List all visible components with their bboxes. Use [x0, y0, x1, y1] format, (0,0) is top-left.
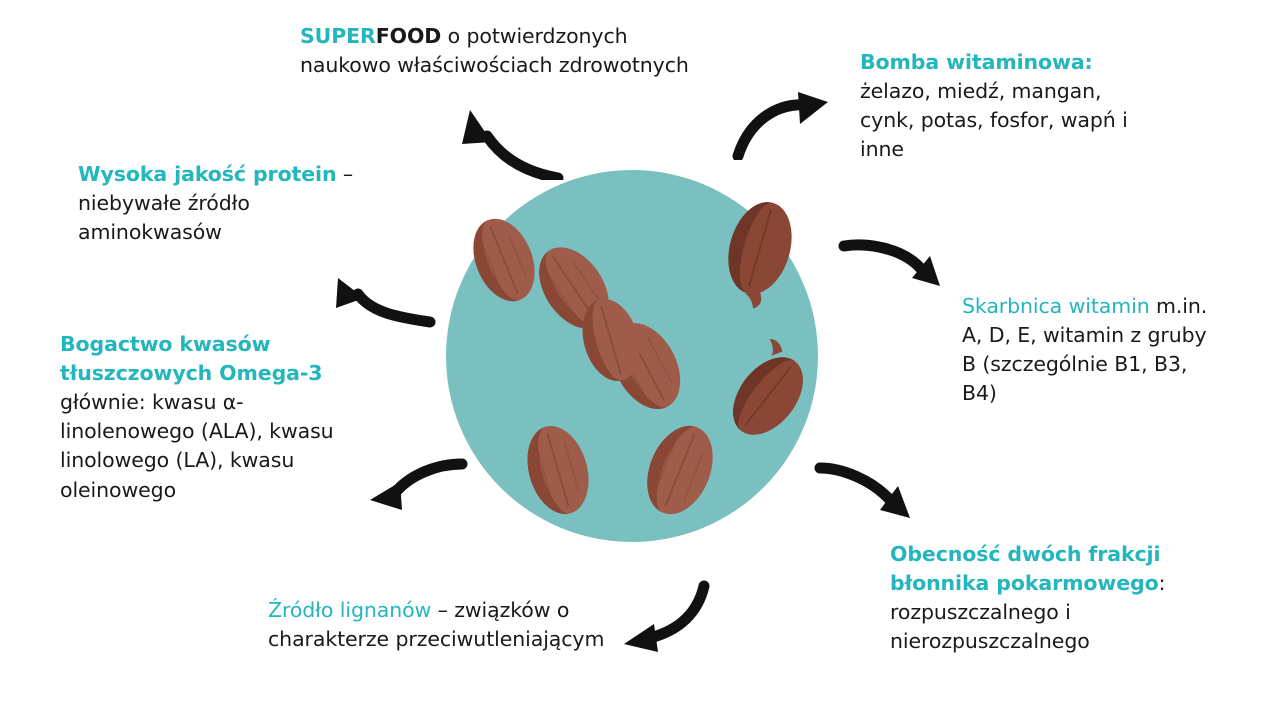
callout-superfood-highlight: SUPER [300, 24, 376, 48]
callout-lignans-text: – związków o charakterze przeciwutleniającym [268, 598, 605, 652]
seed-icon-6 [714, 337, 818, 448]
arrow-down-left-icon [352, 452, 472, 516]
callout-fiber [890, 540, 1220, 656]
callout-omega-text: głównie: kwasu α-linolenowego (ALA), kwasu linolowego (LA), kwasu oleinowego [60, 390, 334, 502]
callout-lignans [268, 596, 608, 654]
callout-vitamins-highlight: Skarbnica witamin [962, 294, 1150, 318]
callout-protein-highlight: Wysoka jakość protein [78, 162, 337, 186]
arrow-down-icon [606, 572, 726, 652]
seed-icon-8 [635, 416, 725, 524]
callout-lignans-highlight: Źródło lignanów [268, 598, 432, 622]
seed-icon-5 [715, 195, 802, 314]
arrow-down-right-icon [812, 456, 932, 526]
callout-protein-text: – niebywałe źródło aminokwasów [78, 162, 354, 245]
callout-vitamin-bomb [860, 48, 1160, 164]
arrow-up-right-icon [730, 80, 850, 160]
callout-superfood [300, 22, 710, 80]
callout-vitamins [962, 292, 1224, 408]
callout-fiber-text: : rozpuszczalnego i nierozpuszczalnego [890, 571, 1166, 654]
callout-superfood-highlight-dark: FOOD [375, 24, 442, 48]
callout-vitamin-bomb-text: żelazo, miedź, mangan, cynk, potas, fosfor, wapń i inne [860, 79, 1128, 162]
callout-fiber-highlight: Obecność dwóch frakcji błonnika pokarmowego [890, 542, 1161, 596]
seed-icon-1 [462, 210, 546, 311]
arrow-right-icon [838, 234, 958, 294]
arrow-left-icon [318, 270, 438, 330]
callout-superfood-text: o potwierdzonych naukowo właściwościach zdrowotnych [300, 24, 689, 78]
callout-vitamin-bomb-highlight: Bomba witaminowa: [860, 50, 1093, 74]
seed-icon-7 [518, 419, 599, 522]
callout-vitamins-text: m.in. A, D, E, witamin z gruby B (szczególnie B1, B3, B4) [962, 294, 1208, 406]
callout-omega-highlight: Bogactwo kwasów tłuszczowych Omega-3 [60, 332, 323, 386]
seed-cluster-illustration [446, 170, 818, 542]
callout-protein [78, 160, 368, 247]
arrow-up-left-icon [440, 100, 580, 180]
callout-omega [60, 330, 340, 505]
